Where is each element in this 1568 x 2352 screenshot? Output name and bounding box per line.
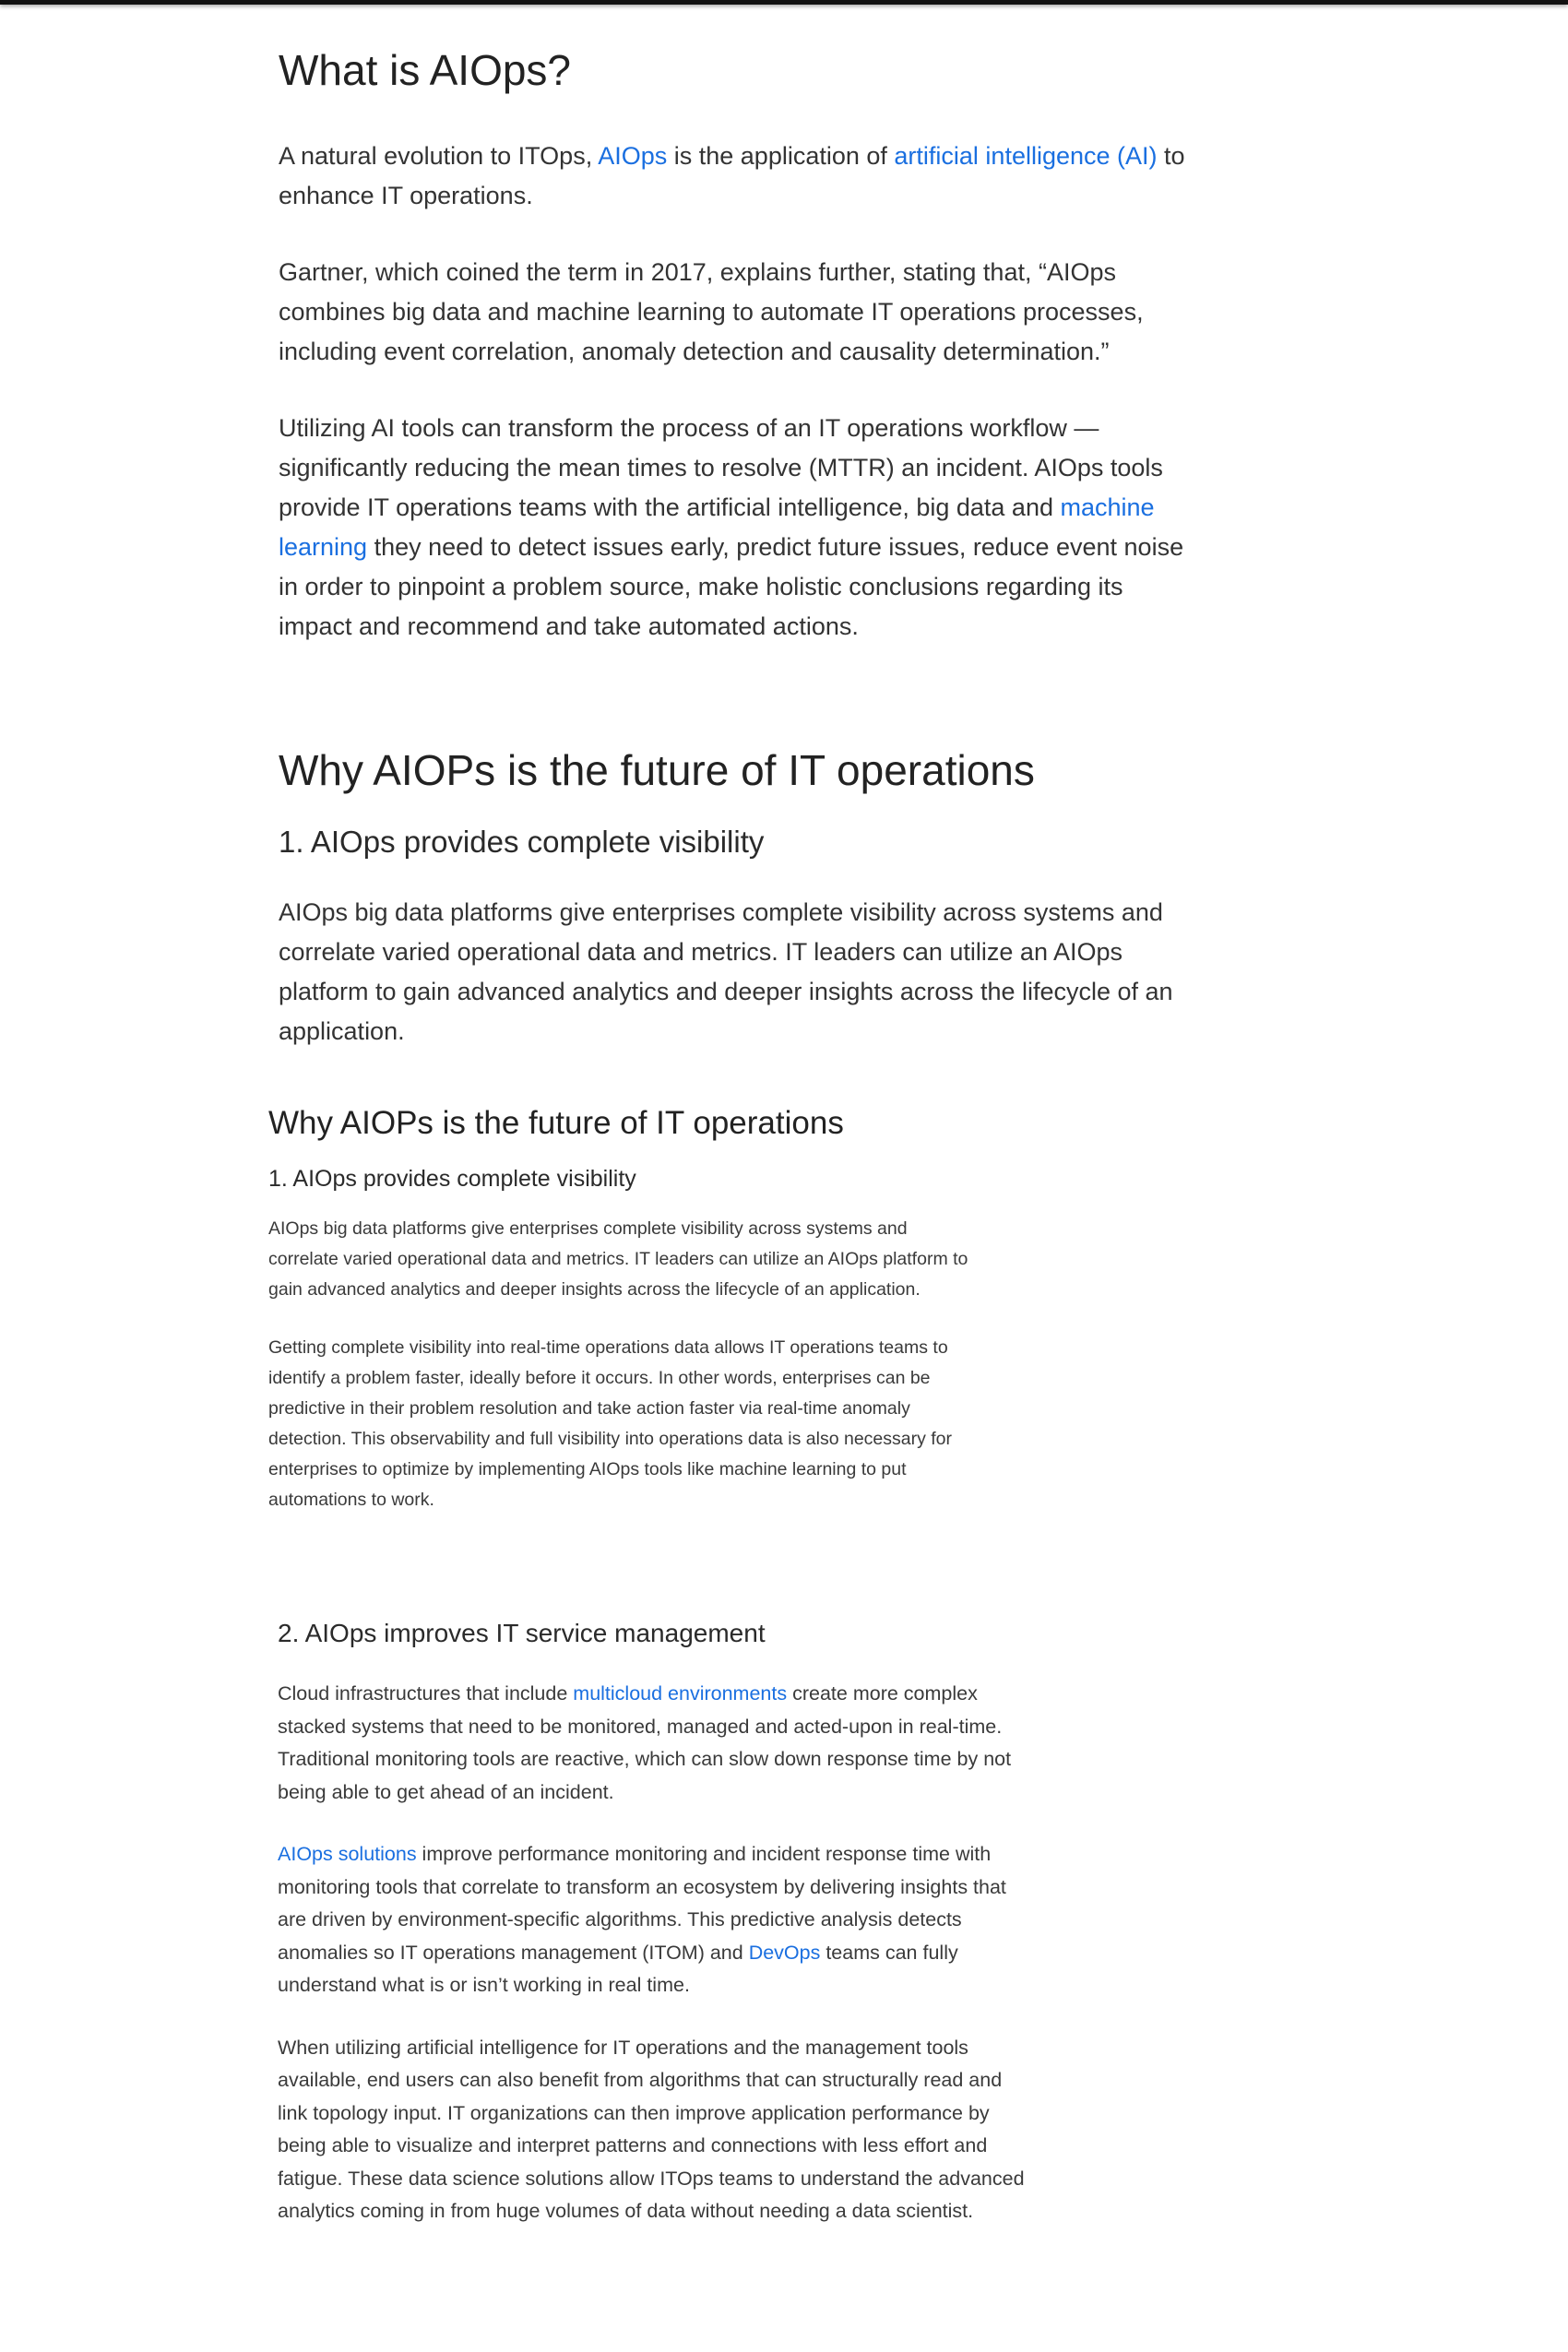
top-shadow-bar: [0, 0, 1568, 5]
intro-p3-text-2: they need to detect issues early, predict future issues, reduce event noise in order to pinpoint a problem source, make holistic conclusions regarding its impact and recommend and take automated actions.: [279, 533, 1184, 640]
intro-p1-text-2: is the application of: [667, 142, 895, 170]
itsm-paragraph-1: [278, 1678, 1034, 1809]
intro-section: [279, 41, 1201, 647]
visibility-paragraph: AIOps big data platforms give enterprises complete visibility across systems and correlate varied operational data and metrics. IT leaders can utilize an AIOps platform to gain advanced analytics and deeper insights across the lifecycle of an application.: [279, 898, 1173, 1045]
intro-paragraph-3: [279, 409, 1201, 647]
visibility-paragraph-small-2: Getting complete visibility into real-time operations data allows IT operations teams to identify a problem faster, ideally before it occurs. In other words, enterprises can be predictive in their problem resolution and take action faster via real-time anomaly detection. This observability and full visibility into operations data is also necessary for enterprises to optimize by implementing AIOps tools like machine learning to put automations to work.: [268, 1337, 953, 1510]
itsm-p2-text-2: teams can fully understand what is or isn’t working in real time.: [278, 1941, 958, 1996]
why-aiops-section-small: [268, 1098, 988, 1515]
itsm-paragraph-3: When utilizing artificial intelligence for IT operations and the management tools available, end users can also benefit from algorithms that can structurally read and link topology input. IT organizations can then improve application performance by being able to visualize and interpret patterns and connections with less effort and fatigue. These data science solutions allow ITOps teams to understand the advanced analytics coming in from huge volumes of data without needing a data scientist.: [278, 2036, 1025, 2222]
visibility-subheading: 1. AIOps provides complete visibility: [279, 825, 765, 859]
page-title: What is AIOps?: [279, 46, 572, 94]
machine-learning-link[interactable]: machine learning: [279, 493, 1155, 561]
intro-paragraph-2: Gartner, which coined the term in 2017, explains further, stating that, “AIOps combines big data and machine learning to automate IT operations processes, including event correlation, anomaly detection and causality determination.”: [279, 258, 1144, 365]
visibility-paragraph-small-1: AIOps big data platforms give enterprises complete visibility across systems and correlate varied operational data and metrics. IT leaders can utilize an AIOps platform to gain advanced analytics and deeper insights across the lifecycle of an application.: [268, 1218, 968, 1300]
intro-p1-text-3: to enhance IT operations.: [279, 142, 1185, 209]
itsm-section: [278, 1610, 1034, 2228]
why-aiops-heading-small: Why AIOPs is the future of IT operations: [268, 1105, 844, 1141]
itsm-p2-text-1: improve performance monitoring and incident response time with monitoring tools that correlate to transform an ecosystem by delivering insights that are driven by environment-specific algorithms. This predictive analysis detects anomalies so IT operations management (ITOM) and: [278, 1843, 1006, 1964]
intro-p3-text-1: Utilizing AI tools can transform the process of an IT operations workflow — significantly reducing the mean times to resolve (MTTR) an incident. AIOps tools provide IT operations teams with the artificial intelligence, big data and: [279, 414, 1163, 521]
intro-p1-text-1: A natural evolution to ITOps,: [279, 142, 599, 170]
why-aiops-section-large: [279, 738, 1201, 1051]
itsm-p1-text-1: Cloud infrastructures that include: [278, 1682, 574, 1705]
intro-paragraph-1: [279, 137, 1201, 216]
itsm-p1-text-2: create more complex stacked systems that need to be monitored, managed and acted-upon in real-time. Traditional monitoring tools are reactive, which can slow down response time by not being able to get ahead of an incident.: [278, 1682, 1012, 1803]
artificial-intelligence-link[interactable]: artificial intelligence (AI): [894, 142, 1158, 170]
aiops-solutions-link[interactable]: AIOps solutions: [278, 1843, 417, 1865]
devops-link[interactable]: DevOps: [748, 1941, 821, 1964]
why-aiops-heading: Why AIOPs is the future of IT operations: [279, 746, 1035, 794]
multicloud-environments-link[interactable]: multicloud environments: [573, 1682, 788, 1705]
itsm-subheading: 2. AIOps improves IT service management: [278, 1619, 766, 1647]
visibility-subheading-small: 1. AIOps provides complete visibility: [268, 1166, 636, 1192]
itsm-paragraph-2: [278, 1838, 1034, 2002]
aiops-link[interactable]: AIOps: [598, 142, 668, 170]
